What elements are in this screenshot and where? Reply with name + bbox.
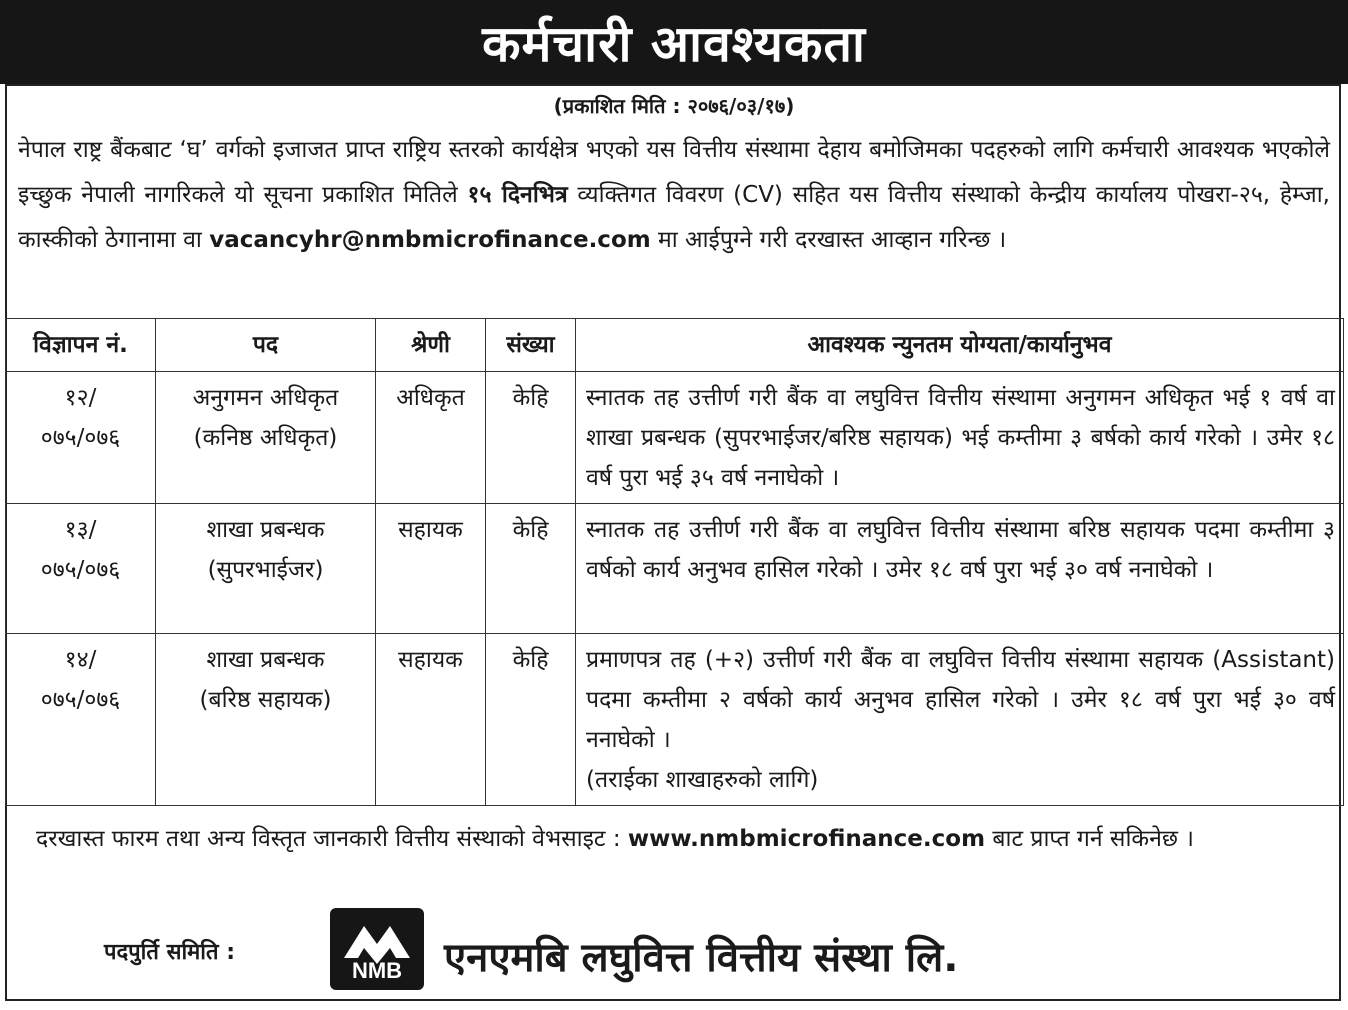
cell-requirement xyxy=(576,634,1344,806)
logo-text: NMB xyxy=(351,958,403,983)
vacancy-table xyxy=(5,318,1344,806)
cell-requirement: स्नातक तह उत्तीर्ण गरी बैंक वा लघुवित्त वित्तीय संस्थामा बरिष्ठ सहायक पदमा कम्तीमा ३ वर्षको कार्य अनुभव हासिल गरेको । उमेर १८ वर्ष पुरा भई ३० वर्ष ननाघेको । xyxy=(576,504,1344,634)
cell-post xyxy=(156,372,376,504)
footer-text-after: बाट प्राप्त गर्न सकिनेछ । xyxy=(985,826,1195,852)
ad-no-line-1: १४/ xyxy=(64,647,97,673)
ad-no-line-1: १३/ xyxy=(64,517,97,543)
post-line-1: अनुगमन अधिकृत xyxy=(192,385,339,411)
post-line-2: (बरिष्ठ सहायक) xyxy=(199,687,332,713)
header-requirement: आवश्यक न्युनतम योग्यता/कार्यानुभव xyxy=(576,319,1344,372)
cell-count: केहि xyxy=(486,372,576,504)
cell-post xyxy=(156,504,376,634)
footer-note xyxy=(36,818,1326,860)
intro-deadline: १५ दिनभित्र xyxy=(467,182,568,208)
ad-no-line-2: ०७५/०७६ xyxy=(40,425,121,451)
header-ad-no: विज्ञापन नं. xyxy=(6,319,156,372)
table-row xyxy=(6,504,1344,634)
published-date: (प्रकाशित मिति : २०७६/०३/१७) xyxy=(553,94,795,118)
cell-level: सहायक xyxy=(376,634,486,806)
cell-ad-no xyxy=(6,504,156,634)
table-row xyxy=(6,372,1344,504)
intro-text-middle: व्यक्तिगत विवरण (CV) सहित यस वित्तीय संस्थाको केन्द्रीय कार्यालय पोखरा-२५, हेम्जा, कास्कीको ठेगानामा वा xyxy=(18,182,1330,253)
footer-website[interactable]: www.nmbmicrofinance.com xyxy=(627,826,986,852)
cell-level: सहायक xyxy=(376,504,486,634)
cell-count: केहि xyxy=(486,504,576,634)
header-post: पद xyxy=(156,319,376,372)
cell-requirement: स्नातक तह उत्तीर्ण गरी बैंक वा लघुवित्त वित्तीय संस्थामा अनुगमन अधिकृत भई १ वर्ष वा शाखा प्रबन्धक (सुपरभाईजर/बरिष्ठ सहायक) भई कम्तीमा ३ बर्षको कार्य गरेको । उमेर १८ वर्ष पुरा भई ३५ वर्ष ननाघेको । xyxy=(576,372,1344,504)
footer-text-before: दरखास्त फारम तथा अन्य विस्तृत जानकारी वित्तीय संस्थाको वेभसाइट : xyxy=(36,826,628,852)
intro-text-after: मा आईपुग्ने गरी दरखास्त आव्हान गरिन्छ । xyxy=(650,227,1007,253)
page-title: कर्मचारी आवश्यकता xyxy=(482,15,866,73)
cell-post xyxy=(156,634,376,806)
intro-text-before: नेपाल राष्ट्र बैंकबाट ‘घ’ वर्गको इजाजत प्राप्त राष्ट्रिय स्तरको कार्यक्षेत्र भएको यस वित्तीय संस्थामा देहाय बमोजिमका पदहरुको लागि कर्मचारी आवश्यक भएकोले इच्छुक नेपाली नागरिकले यो सूचना प्रकाशित मितिले xyxy=(18,137,1330,208)
intro-paragraph xyxy=(18,128,1330,263)
post-line-1: शाखा प्रबन्धक xyxy=(206,647,325,673)
ad-no-line-2: ०७५/०७६ xyxy=(40,687,121,713)
post-line-2: (कनिष्ठ अधिकृत) xyxy=(193,425,338,451)
post-line-1: शाखा प्रबन्धक xyxy=(206,517,325,543)
ad-no-line-1: १२/ xyxy=(64,385,97,411)
organization-name: एनएमबि लघुवित्त वित्तीय संस्था लि. xyxy=(444,935,959,981)
cell-level: अधिकृत xyxy=(376,372,486,504)
post-line-2: (सुपरभाईजर) xyxy=(207,557,324,583)
ad-no-line-2: ०७५/०७६ xyxy=(40,557,121,583)
cell-ad-no xyxy=(6,372,156,504)
cell-count: केहि xyxy=(486,634,576,806)
table-header-row xyxy=(6,319,1344,372)
requirement-text: प्रमाणपत्र तह (+२) उत्तीर्ण गरी बैंक वा लघुवित्त वित्तीय संस्थामा सहायक (Assistant) पदमा कम्तीमा २ वर्षको कार्य अनुभव हासिल गरेको । उमेर १८ वर्ष पुरा भई ३० वर्ष ननाघेको । xyxy=(586,647,1335,753)
header-banner xyxy=(0,0,1348,84)
header-level: श्रेणी xyxy=(376,319,486,372)
table-row xyxy=(6,634,1344,806)
cell-ad-no xyxy=(6,634,156,806)
nmb-logo xyxy=(330,908,424,990)
intro-email[interactable]: vacancyhr@nmbmicrofinance.com xyxy=(209,227,651,253)
header-count: संख्या xyxy=(486,319,576,372)
requirement-note: (तराईका शाखाहरुको लागि) xyxy=(586,767,819,793)
committee-label: पदपुर्ति समिति : xyxy=(104,940,235,965)
